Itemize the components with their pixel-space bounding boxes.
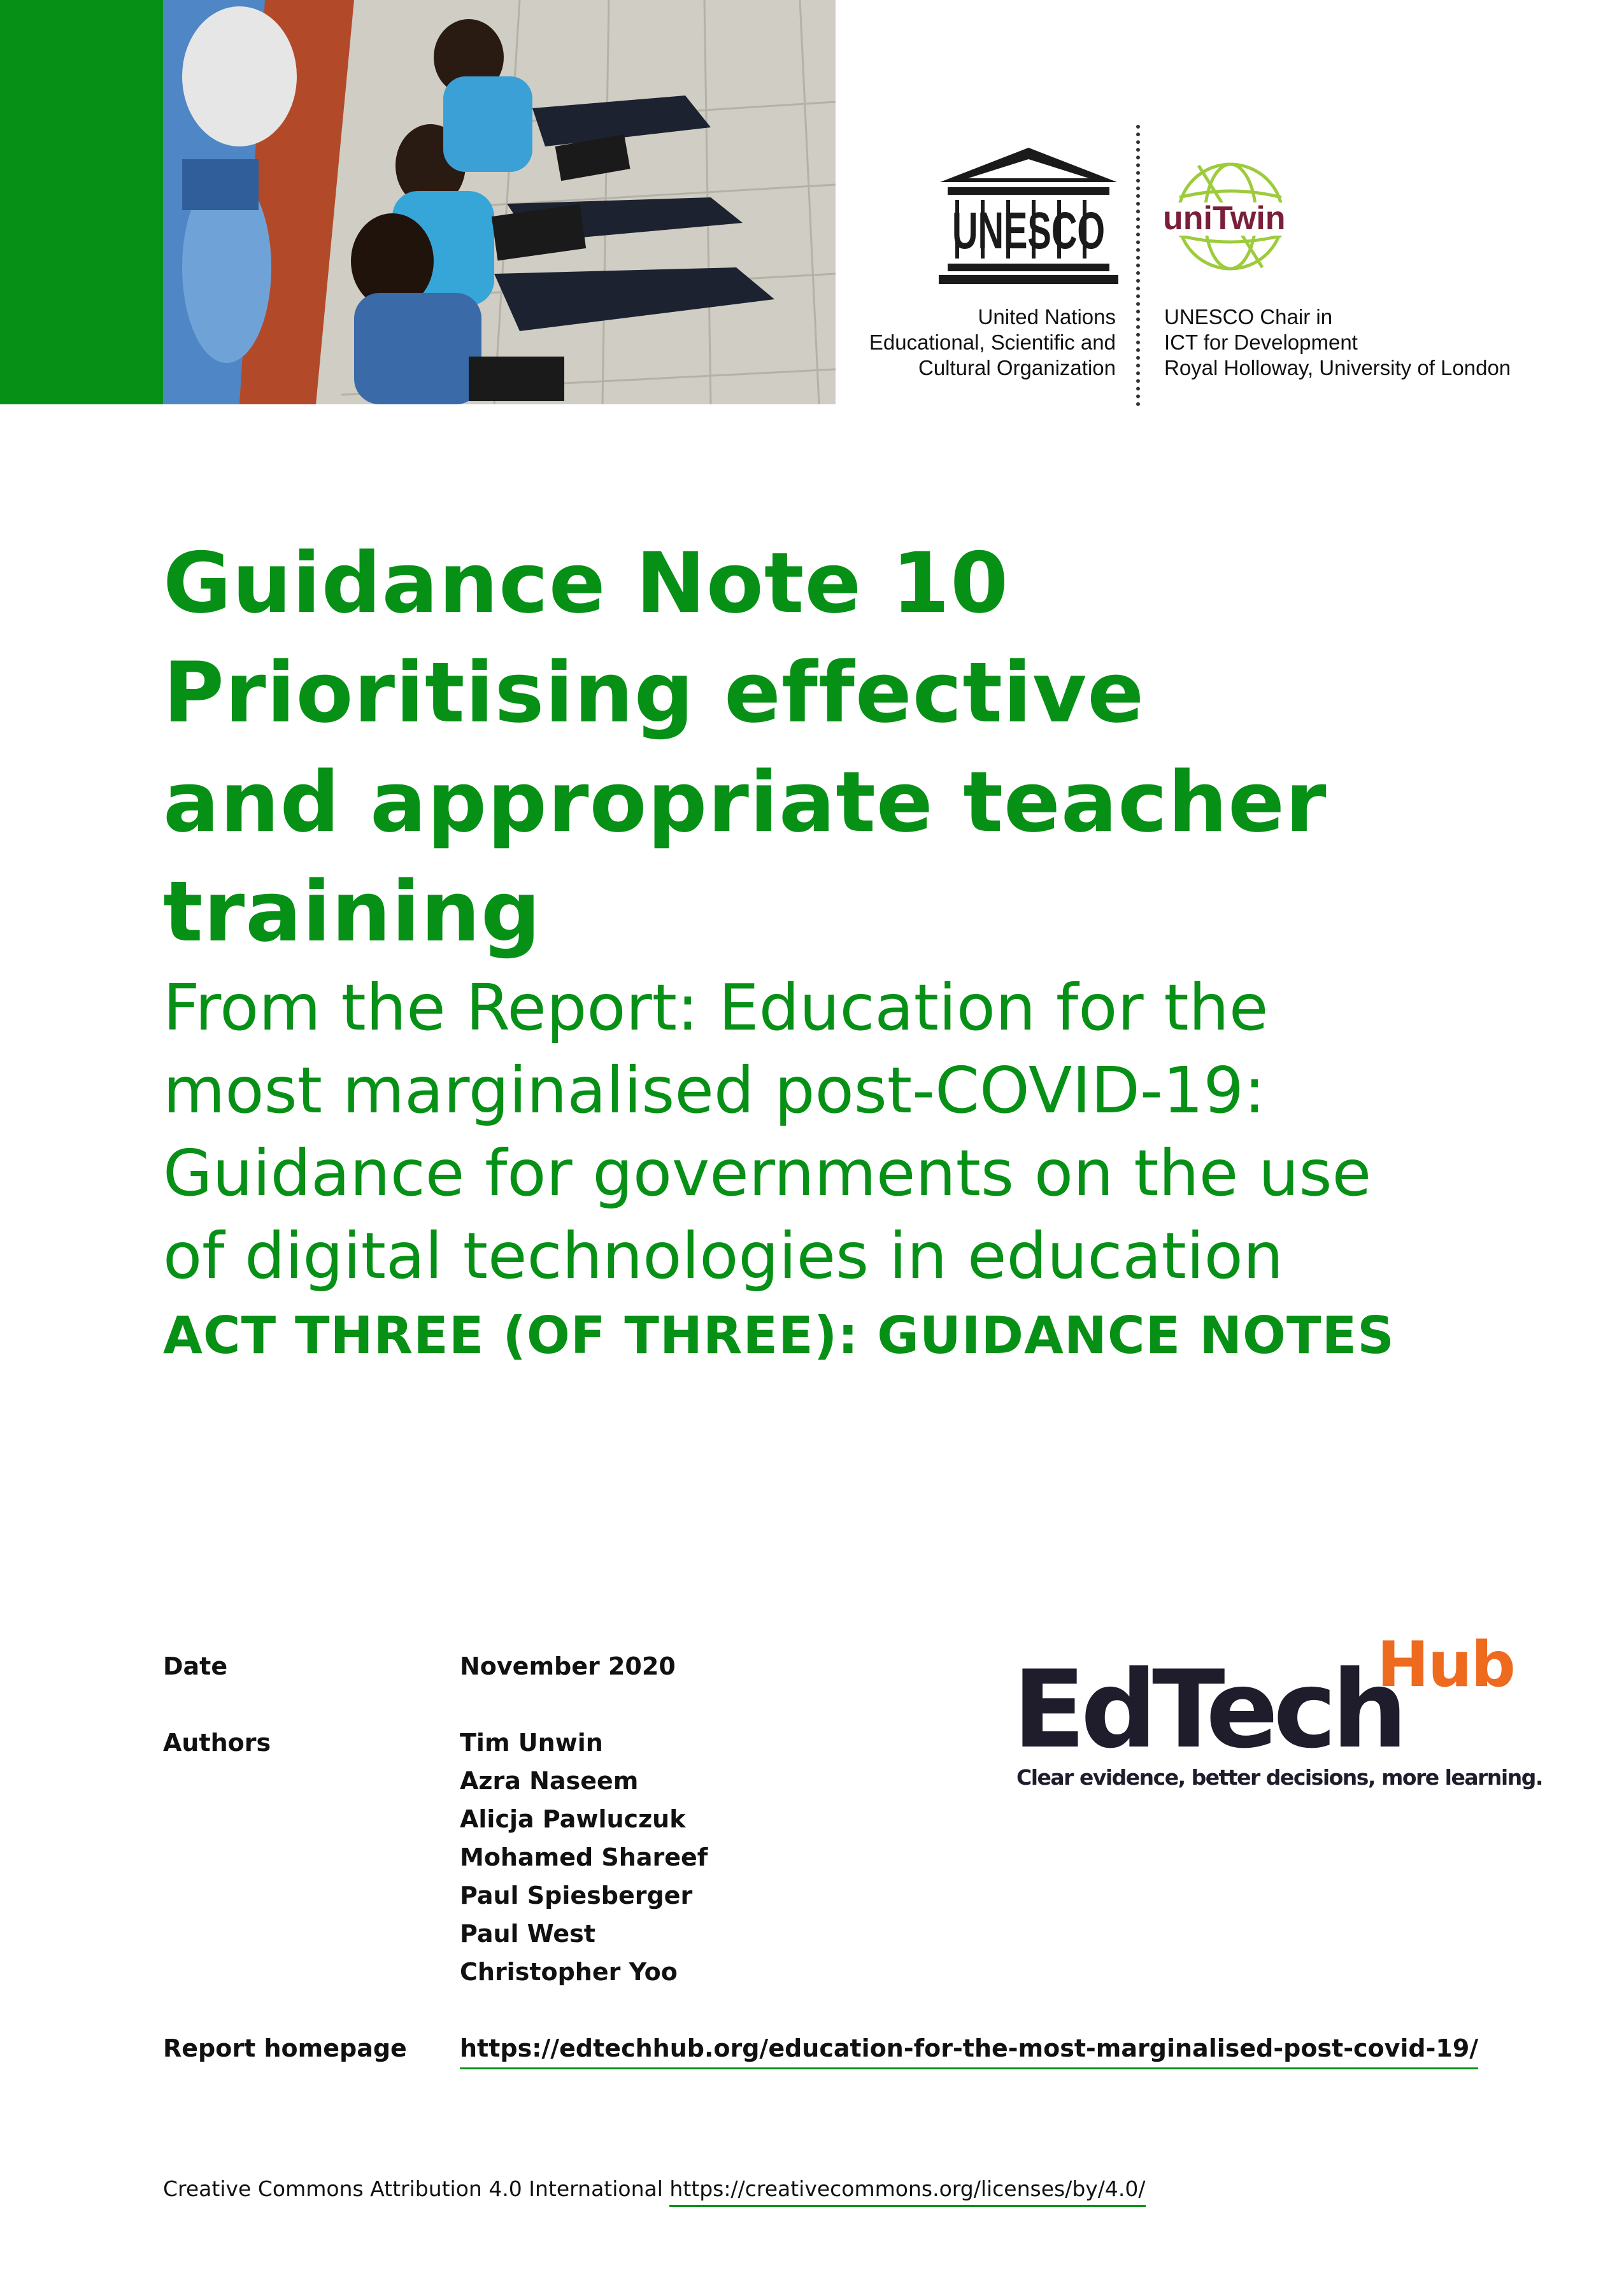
title-line: Prioritising effective <box>163 644 1145 741</box>
unitwin-caption-line: ICT for Development <box>1164 330 1358 354</box>
unesco-caption-line: United Nations <box>978 305 1116 329</box>
title-block <box>163 528 1500 1372</box>
unesco-caption <box>869 304 1116 381</box>
author-name: Mohamed Shareef <box>460 1843 708 1871</box>
title-line: Guidance Note 10 <box>163 534 1009 632</box>
title-line: and appropriate teacher <box>163 753 1327 851</box>
subtitle-line: most marginalised post-COVID-19: <box>163 1053 1265 1128</box>
date-value: November 2020 <box>460 1652 676 1680</box>
subtitle-line: From the Report: Education for the <box>163 970 1269 1045</box>
license-link[interactable]: https://creativecommons.org/licenses/by/4.0/ <box>669 2176 1145 2207</box>
header-divider <box>1136 125 1144 406</box>
author-name: Azra Naseem <box>460 1767 639 1795</box>
date-label: Date <box>163 1652 228 1680</box>
authors-label: Authors <box>163 1729 271 1757</box>
author-name: Christopher Yoo <box>460 1958 678 1986</box>
unitwin-logo <box>1160 146 1313 287</box>
subtitle <box>163 967 1500 1298</box>
unesco-logo <box>936 145 1121 287</box>
act-heading: ACT THREE (OF THREE): GUIDANCE NOTES <box>163 1306 1395 1365</box>
unitwin-caption-line: UNESCO Chair in <box>1164 305 1333 329</box>
page-title <box>163 528 1500 967</box>
license-text: Creative Commons Attribution 4.0 International <box>163 2176 663 2201</box>
author-name: Paul West <box>460 1920 595 1948</box>
unesco-caption-line: Cultural Organization <box>918 356 1116 379</box>
homepage-label: Report homepage <box>163 2034 407 2062</box>
unitwin-caption-line: Royal Holloway, University of London <box>1164 356 1511 379</box>
subtitle-line: of digital technologies in education <box>163 1219 1284 1293</box>
title-line: training <box>163 863 541 960</box>
unesco-caption-line: Educational, Scientific and <box>869 330 1116 354</box>
homepage-link[interactable]: https://edtechhub.org/education-for-the-most-marginalised-post-covid-19/ <box>460 2034 1478 2069</box>
homepage-value <box>460 2032 1478 2064</box>
edtech-logo-word: EdTech <box>1013 1647 1403 1772</box>
license-notice <box>163 2176 1146 2201</box>
edtech-tagline: Clear evidence, better decisions, more learning. <box>1016 1765 1542 1790</box>
edtech-hub-logo <box>1013 1629 1542 1796</box>
author-name: Paul Spiesberger <box>460 1881 693 1910</box>
cover-photo <box>163 0 836 404</box>
unitwin-caption <box>1164 304 1511 381</box>
author-name: Tim Unwin <box>460 1729 603 1757</box>
green-accent-bar <box>0 0 163 404</box>
hub-logo-word: Hub <box>1377 1629 1514 1701</box>
subtitle-line: Guidance for governments on the use <box>163 1136 1372 1210</box>
unitwin-logo-word: uniTwin <box>1163 200 1286 237</box>
unesco-logo-word: UNESCO <box>952 202 1105 260</box>
author-name: Alicja Pawluczuk <box>460 1805 686 1833</box>
